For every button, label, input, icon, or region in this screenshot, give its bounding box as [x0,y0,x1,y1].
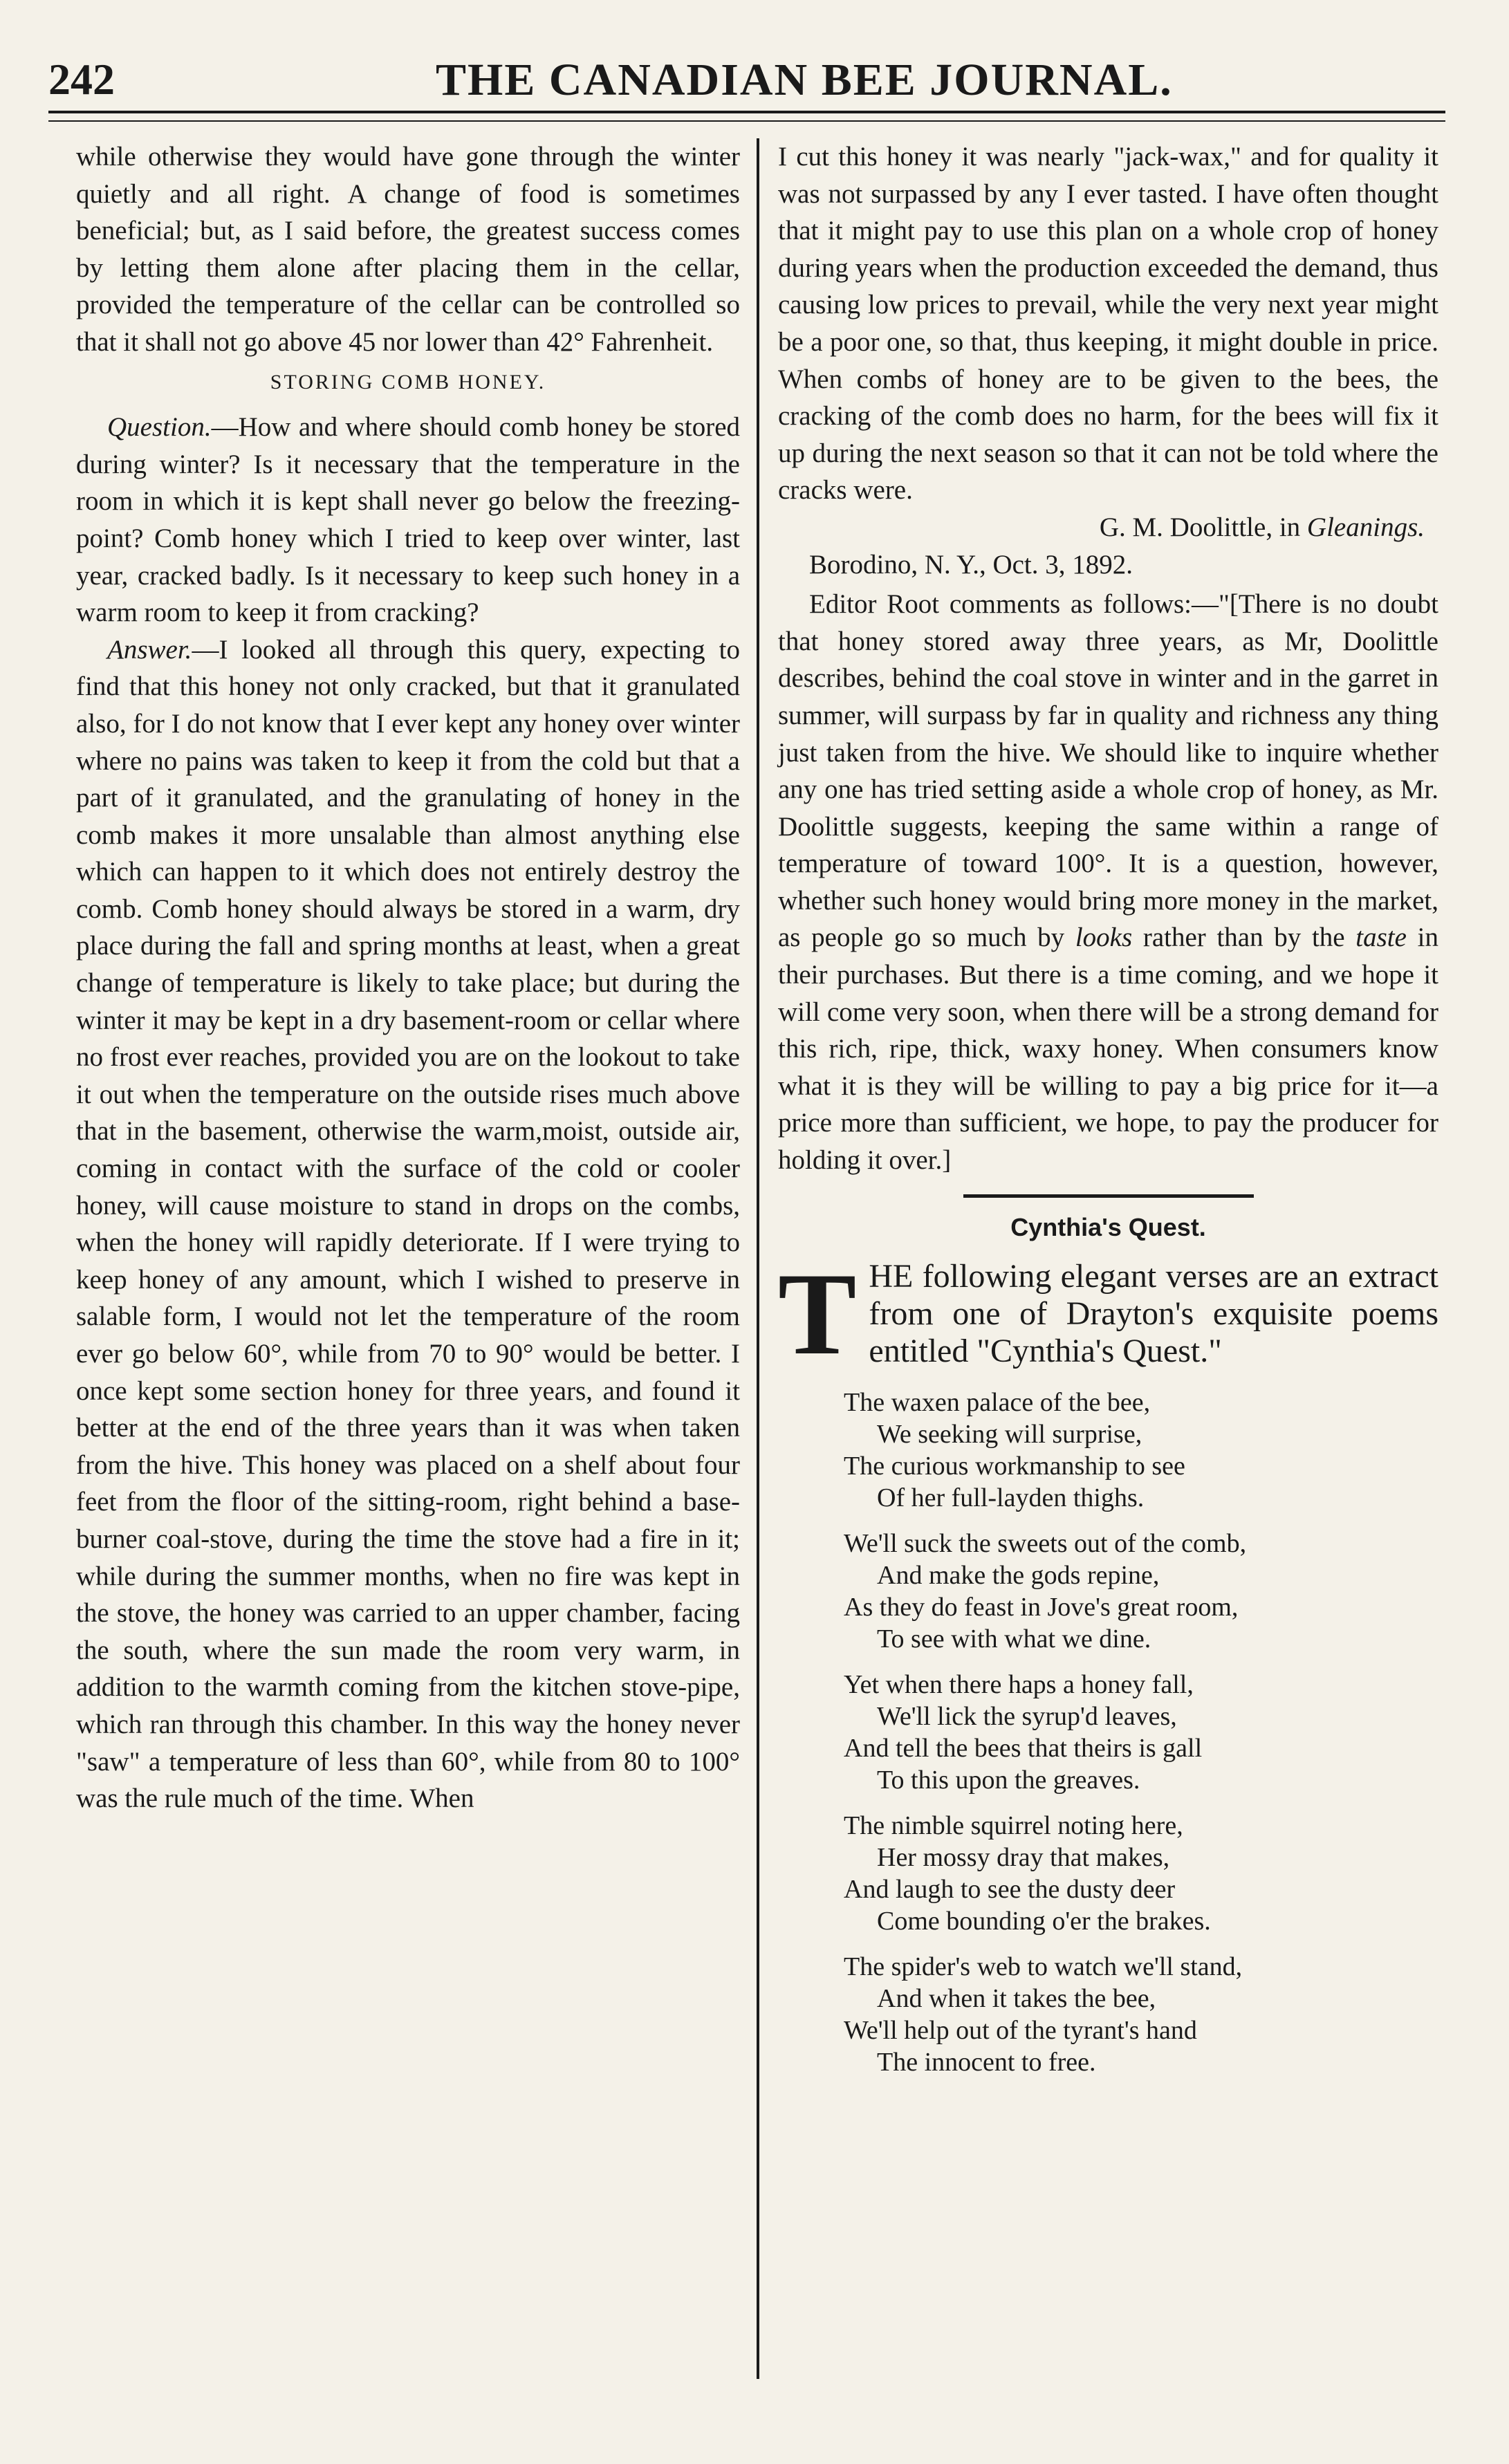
poem-line: To see with what we dine. [877,1624,1151,1654]
signature-in: in [1272,512,1307,542]
poem-stanza [844,1669,1438,1796]
answer-text: —I looked all through this query, expecting to find that this honey not only cracked, but that it granulated also, for I do not know that I ever kept any honey over winter where no pains was taken to keep it from the cold but that a part of it granulated, and the granulating of honey in the comb makes it more unsalable than almost anything else which can happen to it which does not entirely destroy the comb. Comb honey should always be stored in a warm, dry place during the fall and spring months at least, when a great change of temperature is likely to take place; but during the winter it may be kept in a dry basement-room or cellar where no frost ever reaches, provided you are on the lookout to take it out when the temperature on the outside rises much above that in the basement, otherwise the warm,moist, outside air, coming in contact with the surface of the cold or cooler honey, will cause moisture to stand in drops on the combs, when the honey will rapidly deteriorate. If I were trying to keep honey of any amount, which I wished to preserve in salable form, I would not let the temperature of the room ever go below 60°, while from 70 to 90° would be better. I once kept some section honey for three years, and found it better at the end of the three years than it was when taken from the hive. This honey was placed on a shelf about four feet from the floor of the sitting-room, right behind a base-burner coal-stove, during the time the stove had a fire in it; while during the summer months, when no fire was kept in the stove, the honey was carried to an upper chamber, facing the south, where the sun made the room very warm, in addition to the warmth coming from the kitchen stove-pipe, which ran through this chamber. In this way the honey never "saw" a temperature of less than 60°, while from 80 to 100° was the rule much of the time. When [76,634,740,1814]
poem-intro [778,1249,1438,1380]
column-divider [757,138,759,2379]
left-column [76,138,740,1817]
question-paragraph [76,409,740,631]
poem-stanza [844,1951,1438,2078]
poem-line: Her mossy dray that makes, [877,1843,1170,1873]
poem-line: And make the gods repine, [877,1561,1160,1591]
poem-stanza [844,1528,1438,1655]
question-text: —How and where should comb honey be stored during winter? Is it necessary that the temperature in the room in which it is kept shall never go below the freezing-point? Comb honey which I tried to keep over winter, last year, cracked badly. Is it necessary to keep such honey in a warm room to keep it from cracking? [76,412,740,628]
poem-line: The innocent to free. [877,2048,1096,2077]
poem-line: Come bounding o'er the brakes. [877,1907,1211,1936]
signature-name: G. M. Doolittle, [1099,512,1273,542]
ornamental-rule [963,1194,1254,1198]
answer-label: Answer. [107,634,192,665]
poem-line: We'll lick the syrup'd leaves, [877,1702,1177,1732]
poem-line: And when it takes the bee, [877,1984,1156,2014]
left-paragraph-1: while otherwise they would have gone through the winter quietly and all right. A change of food is sometimes beneficial; but, as I said before, the greatest success comes by letting them alone after placing them in the cellar, provided the temperature of the cellar can be controlled so that it shall not go above 45 nor lower than 42° Fahrenheit. [76,142,740,357]
poem-line: To this upon the greaves. [877,1766,1140,1795]
poem-stanza [844,1810,1438,1937]
page-number: 242 [48,55,115,104]
poem-line: The waxen palace of the bee, [844,1388,1151,1418]
header-rule [48,111,1445,122]
page-header [48,48,1445,104]
poem-line: We seeking will surprise, [877,1420,1142,1449]
editor-comment [778,586,1438,1179]
poem-line: Of her full-layden thighs. [877,1483,1145,1513]
signature [778,509,1438,546]
poem-line: The nimble squirrel noting here, [844,1811,1183,1841]
poem-line: And tell the bees that theirs is gall [844,1734,1203,1763]
right-column [778,138,1438,2092]
journal-title: THE CANADIAN BEE JOURNAL. [436,55,1173,105]
poem-line: We'll help out of the tyrant's hand [844,2016,1197,2046]
editor-text-1: Editor Root comments as follows:—"[There is no doubt that honey stored away three years, as Mr, Doolittle describes, behind the coal stove in winter and in the garret in summer, will surpass by far in quality and richness any thing just taken from the hive. We should like to inquire whether any one has tried setting aside a whole crop of honey, as Mr. Doolittle suggests, keeping the same within a range of temperature of toward 100°. It is a question, however, whether such honey would bring more money in the market, as people go so much by [778,589,1438,953]
editor-text-2: rather than by the [1132,923,1356,953]
dateline: Borodino, N. Y., Oct. 3, 1892. [809,549,1133,580]
poem-intro-text: HE following elegant verses are an extract from one of Drayton's exquisite poems entitled "Cynthia's Quest." [869,1258,1438,1370]
poem-line: The spider's web to watch we'll stand, [844,1952,1243,1982]
poem-line: We'll suck the sweets out of the comb, [844,1529,1247,1559]
drop-cap: T [778,1249,857,1380]
question-label: Question. [107,412,212,443]
poem-line: Yet when there haps a honey fall, [844,1670,1194,1700]
editor-emphasis-taste: taste [1355,923,1407,953]
poem-line: And laugh to see the dusty deer [844,1875,1176,1905]
poem-line: As they do feast in Jove's great room, [844,1593,1239,1622]
answer-paragraph [76,631,740,1817]
poem-section-title: Cynthia's Quest. [1010,1212,1206,1241]
right-paragraph-1: I cut this honey it was nearly "jack-wax," and for quality it was not surpassed by any I ever tasted. I have often thought that it might pay to use this plan on a whole crop of honey during years when the production exceeded the demand, thus causing low prices to prevail, while the very next year might be a poor one, so that, thus keeping, it might double in price. When combs of honey are to be given to the bees, the cracking of the comb does no harm, for the bees will fix it up during the next season so that it can not be told where the cracks were. [778,142,1438,506]
editor-text-3: in their purchases. But there is a time coming, and we hope it will come very soon, when there will be a strong demand for this rich, ripe, thick, waxy honey. When consumers know what it is they will be willing to pay a big price for it—a price more than sufficient, we hope, to pay the producer for holding it over.] [778,923,1438,1176]
poem-stanza [844,1387,1438,1514]
signature-source: Gleanings. [1306,512,1425,542]
poem-line: The curious workmanship to see [844,1452,1185,1481]
editor-emphasis-looks: looks [1075,923,1133,953]
poem [778,1387,1438,2078]
section-subhead: STORING COMB HONEY. [270,370,546,393]
